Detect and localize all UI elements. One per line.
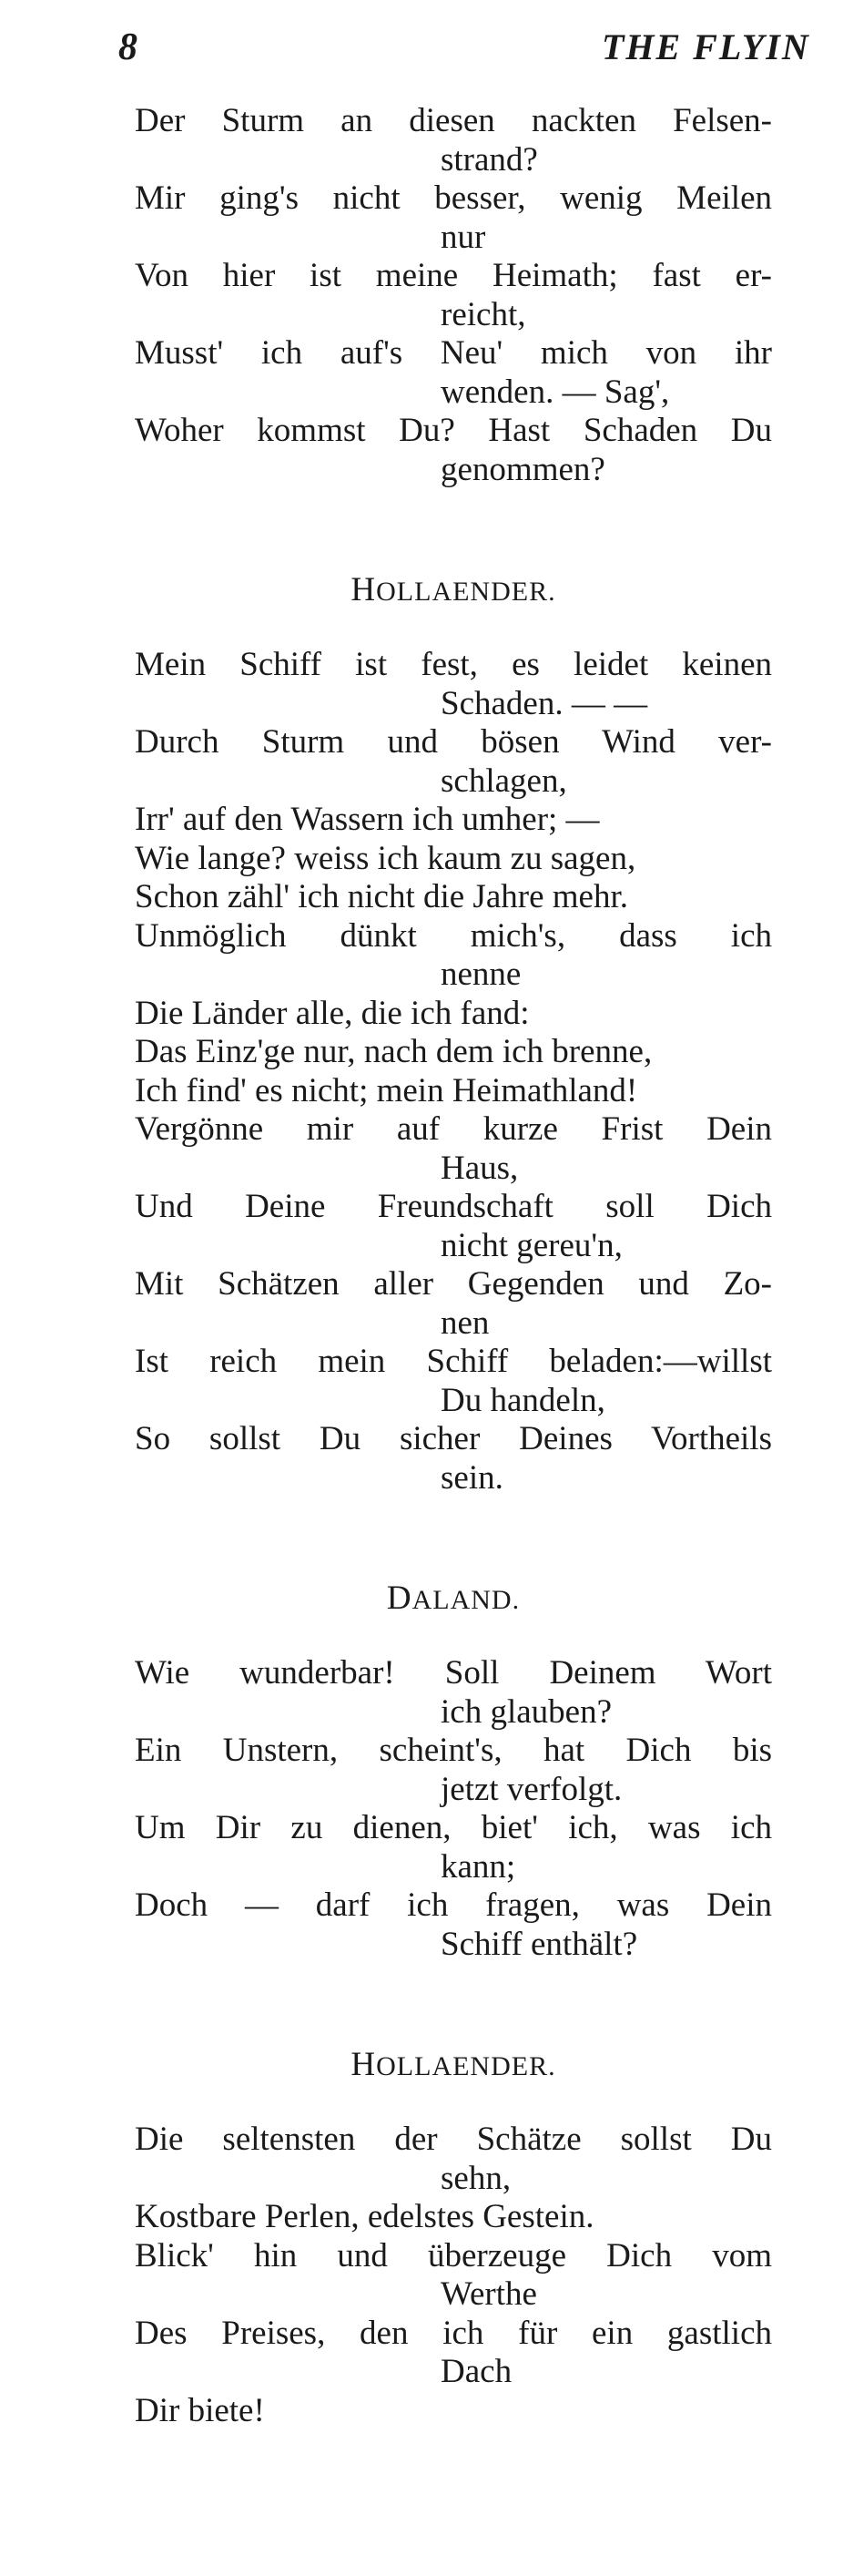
verse-line: Kostbare Perlen, edelstes Gestein. bbox=[135, 2198, 594, 2235]
libretto-text bbox=[135, 102, 772, 2430]
verse-line-continuation: nur bbox=[441, 218, 486, 256]
speaker-name-rest: ALAND. bbox=[411, 1585, 521, 1615]
verse-line-continuation: Schiff enthält? bbox=[441, 1925, 638, 1963]
verse-line: Ich find' es nicht; mein Heimathland! bbox=[135, 1071, 638, 1109]
verse-line-continuation: schlagen, bbox=[441, 762, 567, 800]
speaker-initial: H bbox=[350, 571, 377, 608]
verse-line: Doch — darf ich fragen, was Dein bbox=[135, 1886, 772, 1924]
verse-line-continuation: nenne bbox=[441, 956, 522, 993]
verse-line: Unmöglich dünkt mich's, dass ich bbox=[135, 916, 772, 955]
verse-line-continuation: jetzt verfolgt. bbox=[441, 1770, 623, 1808]
verse-line-continuation: strand? bbox=[441, 140, 538, 179]
verse-line: Mit Schätzen aller Gegenden und Zo- bbox=[135, 1265, 772, 1303]
verse-line: Mein Schiff ist fest, es leidet keinen bbox=[135, 646, 772, 683]
verse-line-continuation: Dach bbox=[441, 2353, 513, 2390]
verse-line-continuation: wenden. — Sag', bbox=[441, 373, 670, 411]
verse-line-continuation: Werthe bbox=[441, 2275, 537, 2313]
verse-line-continuation: genommen? bbox=[441, 450, 605, 488]
verse-block bbox=[135, 646, 772, 1498]
speaker-heading bbox=[135, 571, 772, 611]
verse-line: Vergönne mir auf kurze Frist Dein bbox=[135, 1110, 772, 1148]
verse-line: Um Dir zu dienen, biet' ich, was ich bbox=[135, 1809, 772, 1846]
verse-line: Ist reich mein Schiff beladen:—willst bbox=[135, 1343, 772, 1380]
verse-line-continuation: Haus, bbox=[441, 1149, 519, 1187]
verse-line-continuation: reicht, bbox=[441, 295, 526, 333]
verse-block bbox=[135, 1654, 772, 1964]
verse-line-continuation: nen bbox=[441, 1303, 490, 1342]
page-number: 8 bbox=[118, 26, 137, 68]
verse-line: Durch Sturm und bösen Wind ver- bbox=[135, 723, 772, 761]
speaker-heading bbox=[135, 2046, 772, 2086]
verse-line-continuation: nicht gereu'n, bbox=[441, 1226, 623, 1264]
verse-line: Irr' auf den Wassern ich umher; — bbox=[135, 801, 600, 838]
verse-line: So sollst Du sicher Deines Vortheils bbox=[135, 1420, 772, 1457]
verse-line-continuation: Schaden. — — bbox=[441, 684, 648, 722]
verse-line: Die seltensten der Schätze sollst Du bbox=[135, 2121, 772, 2158]
verse-line: Wie lange? weiss ich kaum zu sagen, bbox=[135, 839, 636, 877]
verse-line-continuation: ich glauben? bbox=[441, 1692, 612, 1731]
verse-line-continuation: Du handeln, bbox=[441, 1381, 605, 1419]
verse-line: Woher kommst Du? Hast Schaden Du bbox=[135, 412, 772, 449]
verse-line-continuation: sehn, bbox=[441, 2159, 512, 2197]
verse-line: Die Länder alle, die ich fand: bbox=[135, 994, 530, 1032]
speaker-heading bbox=[135, 1579, 772, 1620]
verse-line: Schon zähl' ich nicht die Jahre mehr. bbox=[135, 878, 628, 915]
verse-line: Musst' ich auf's Neu' mich von ihr bbox=[135, 334, 772, 372]
speaker-name-rest: OLLAENDER. bbox=[376, 2051, 556, 2081]
speaker-name-rest: OLLAENDER. bbox=[376, 577, 556, 607]
page-header bbox=[0, 20, 843, 75]
verse-line: Blick' hin und überzeuge Dich vom bbox=[135, 2236, 772, 2274]
verse-line: Wie wunderbar! Soll Deinem Wort bbox=[135, 1654, 772, 1692]
verse-line: Und Deine Freundschaft soll Dich bbox=[135, 1188, 772, 1225]
verse-line: Des Preises, den ich für ein gastlich bbox=[135, 2314, 772, 2352]
verse-line: Von hier ist meine Heimath; fast er- bbox=[135, 257, 772, 294]
verse-block bbox=[135, 102, 772, 489]
verse-line: Mir ging's nicht besser, wenig Meilen bbox=[135, 179, 772, 217]
verse-line: Ein Unstern, scheint's, hat Dich bis bbox=[135, 1732, 772, 1769]
speaker-initial: D bbox=[386, 1579, 412, 1617]
verse-line: Der Sturm an diesen nackten Felsen- bbox=[135, 102, 772, 139]
running-title: THE FLYIN bbox=[602, 26, 810, 67]
verse-line: Dir biete! bbox=[135, 2391, 265, 2429]
speaker-initial: H bbox=[350, 2046, 377, 2083]
verse-block bbox=[135, 2121, 772, 2430]
verse-line-continuation: sein. bbox=[441, 1458, 503, 1497]
verse-line-continuation: kann; bbox=[441, 1847, 516, 1886]
verse-line: Das Einz'ge nur, nach dem ich brenne, bbox=[135, 1033, 653, 1070]
